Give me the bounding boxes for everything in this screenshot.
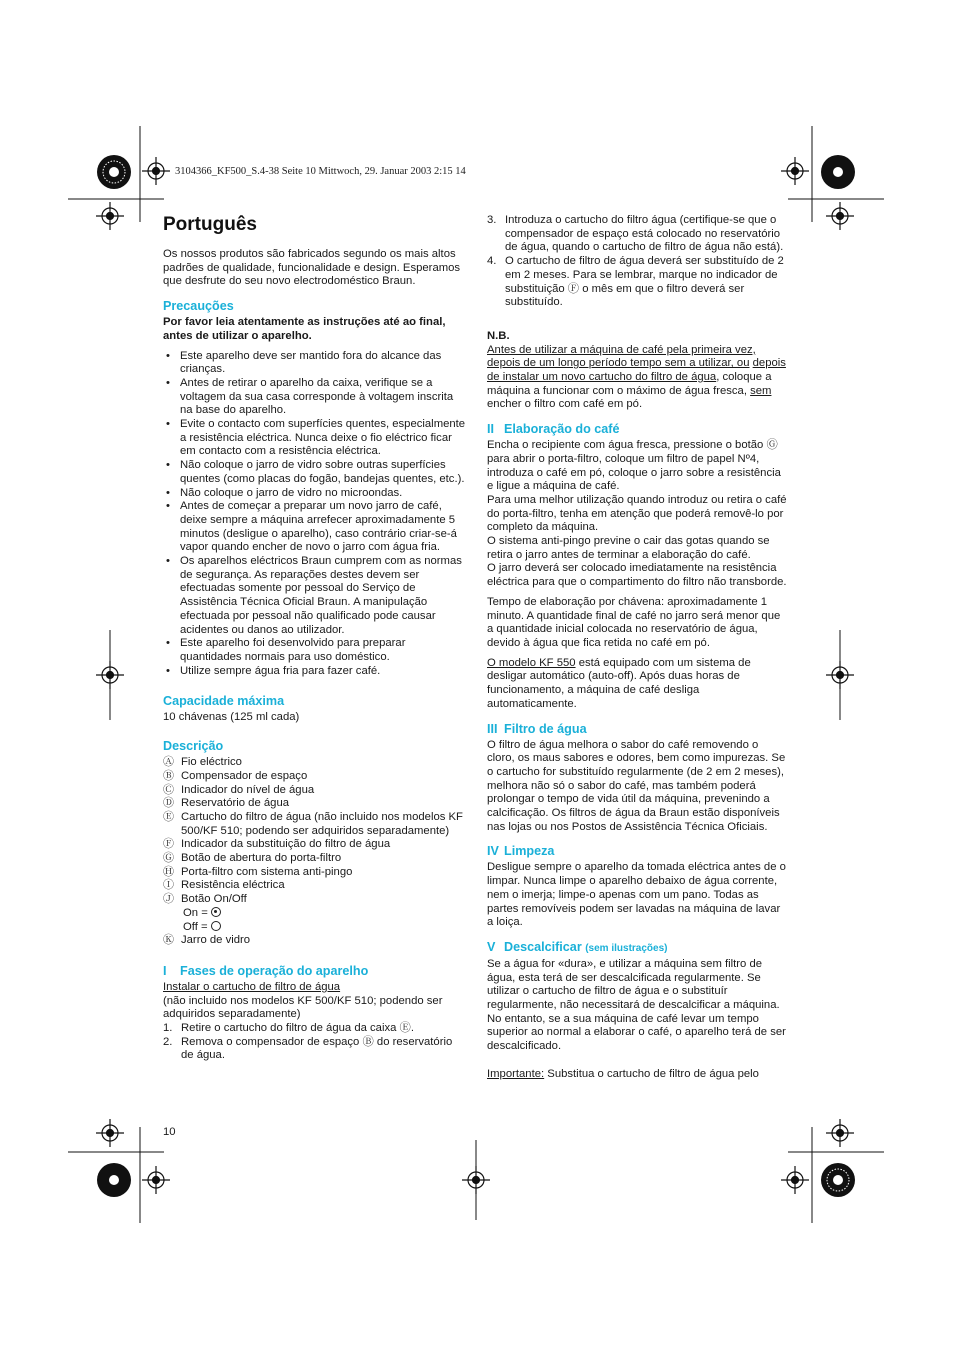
elaboracao-p3: O sistema anti-pingo previne o cair das gotas quando se retira o jarro antes de terminar a elaboração do café.: [487, 535, 770, 561]
list-item: Ⓒ Indicador do nível de água: [163, 783, 315, 796]
list-item: • Antes de retirar o aparelho da caixa, verifique se a voltagem da sua casa corresponde à voltagem inscrita na base do aparelho.: [163, 377, 466, 418]
precaucoes-list: [163, 350, 466, 679]
list-item: • Não coloque o jarro de vidro sobre outras superfícies quentes (como placas do fogão, bandejas quentes, etc.).: [163, 459, 466, 486]
list-item: Ⓑ Compensador de espaço: [163, 769, 308, 782]
nb-text: Antes de utilizar a máquina de café pela primeira vez, depois de um longo período tempo sem a utilizar, ou depois de instalar um novo cartucho do filtro de água, coloque a máquina a funcionar com o máximo de água fresca, sem encher o filtro com café em pó.: [487, 343, 786, 411]
list-item: Ⓗ Porta-filtro com sistema anti-pingo: [163, 865, 353, 878]
list-item: Ⓔ Cartucho do filtro de água (não incluido nos modelos KF 500/KF 510; podendo ser adquiridos separadamente): [163, 810, 463, 837]
filtro-text: O filtro de água melhora o sabor do café removendo o cloro, os maus sabores e odores, bem como impurezas. Se o cartucho for substituído regularmente (de 2 em 2 meses), melhora não só o sabor do café, mas também poderá prolongar o tempo de vida útil da máquina, prevenindo a calcificação. Os filtros de água da Braun estão disponíveis nas lojas ou nos Postos de Assistência Técnica Oficiais.: [487, 738, 786, 833]
heading-limpeza: IV Limpeza: [487, 844, 555, 859]
descricao-list: [163, 756, 466, 907]
page-number: 10: [163, 1126, 176, 1138]
elaboracao-p4: O jarro deverá ser colocado imediatamente na resistência eléctrica para que o compartimento do filtro não transborde.: [487, 562, 787, 589]
list-item: 3. Introduza o cartucho do filtro água (certifique-se que o compensador de espaço está colocado no reservatório de água, quando o cartucho de filtro de água não está).: [487, 214, 784, 254]
right-column: [487, 214, 789, 1082]
list-item: Ⓘ Resistência eléctrica: [163, 879, 285, 892]
list-item: • Este aparelho foi desenvolvido para preparar quantidades normais para uso doméstico.: [163, 637, 466, 664]
on-off-legend: On = Off =: [163, 907, 466, 934]
page-header: 3104366_KF500_S.4-38 Seite 10 Mittwoch, 29. Januar 2003 2:15 14: [175, 166, 466, 177]
fases-subheading: Instalar o cartucho de filtro de água: [163, 980, 341, 993]
list-item: • Os aparelhos eléctricos Braun cumprem com as normas de segurança. As reparações destes devem ser efectuadas somente por pessoal do Serviço de Assistência Técnica Oficial Braun. A manipulação efectuada por pessoal não qualificado pode causar acidentes ou danos ao utilizador.: [163, 555, 466, 637]
elaboracao-p5: Tempo de elaboração por chávena: aproximadamente 1 minuto. A quantidade final de café no jarro será menor que a quantidade inicial colocada no reservatório de água, devido à água que fica retida no café em pó.: [487, 595, 781, 649]
registration-mark-tl: [142, 157, 170, 185]
heading-fases: I Fases de operação do aparelho: [163, 963, 369, 978]
precaucoes-bold: Por favor leia atentamente as instruções até ao final, antes de utilizar o aparelho.: [163, 316, 446, 342]
list-item: Ⓕ Indicador da substituição do filtro de água: [163, 838, 391, 851]
heading-elaboracao: II Elaboração do café: [487, 422, 620, 437]
list-item: Ⓚ Jarro de vidro: [163, 934, 251, 947]
starburst-tl: [97, 155, 131, 189]
elaboracao-p6: O modelo KF 550 está equipado com um sistema de desligar automático (auto-off). Após duas horas de funcionamento, a máquina de café desliga automaticamente.: [487, 656, 751, 710]
fases-note: (não incluido nos modelos KF 500/KF 510; podendo ser adquiridos separadamente): [163, 994, 443, 1021]
list-item: • Utilize sempre água fria para fazer café.: [163, 665, 466, 679]
heading-descricao: Descrição: [163, 739, 224, 754]
fases-steps: [163, 1022, 466, 1063]
heading-precaucoes: Precauções: [163, 299, 234, 314]
off-symbol-icon: [211, 921, 221, 931]
elaboracao-p2: Para uma melhor utilização quando introduz ou retira o café do porta-filtro, tenha em atenção que poderá removê-lo por completo da máquina.: [487, 493, 787, 534]
intro-text: Os nossos produtos são fabricados segundo os mais altos padrões de qualidade, funcionalidade e design. Esperamos que desfrute do seu novo electrodoméstico Braun.: [163, 248, 461, 288]
elaboracao-p1: Encha o recipiente com água fresca, pressione o botão Ⓖ para abrir o porta-filtro, coloque um filtro de papel Nº4, introduza o café em pó, coloque o jarro sobre a resistência e ligue a máquina de café.: [487, 439, 781, 493]
list-item: 4. O cartucho de filtro de água deverá ser substituído de 2 em 2 meses. Para se lembrar, marque no indicador de substituição Ⓕ o mês em que o filtro deverá ser substituído.: [487, 255, 784, 309]
list-item: Ⓓ Reservatório de água: [163, 797, 290, 810]
on-symbol-icon: [211, 907, 221, 917]
heading-descalcificar: V Descalcificar (sem ilustrações): [487, 939, 668, 954]
capacidade-text: 10 chávenas (125 ml cada): [163, 711, 300, 724]
list-item: • Antes de começar a preparar um novo jarro de café, deixe sempre a máquina arrefecer aproximadamente 5 minutos (desligue o aparelho), caso contrário criar-se-á vapor quando encher de novo o jarro com água fria.: [163, 500, 466, 555]
page-title: Português: [163, 214, 257, 235]
descalcificar-text: Se a água for «dura», e utilizar a máquina sem filtro de água, esta terá de ser descalcificada regularmente. Se utilizar o cartucho de filtro de água e o substituír regularmente, não necessitará de descalcificar a máquina. No entanto, se a sua máquina de café levar um tempo superior ao normal a elaborar o café, o aparelho terá de ser descalcificado.: [487, 957, 786, 1053]
list-item: 1. Retire o cartucho do filtro de água da caixa Ⓔ.: [163, 1022, 414, 1035]
list-item: • Não coloque o jarro de vidro no microondas.: [163, 487, 466, 501]
limpeza-text: Desligue sempre o aparelho da tomada eléctrica antes de o limpar. Nunca limpe o aparelho debaixo de água corrente, nem o imerja; limpe-o apenas com um pano. Todas as partes removíveis podem ser lavadas na máquina de lavar a loiça.: [487, 861, 786, 929]
heading-filtro: III Filtro de água: [487, 721, 587, 736]
fases-steps-continued: [487, 214, 789, 310]
list-item: Ⓙ Botão On/Off: [163, 893, 247, 906]
left-column: [163, 214, 466, 1063]
list-item: Ⓐ Fio eléctrico: [163, 756, 242, 769]
list-item: • Evite o contacto com superfícies quentes, especialmente a resistência eléctrica. Nunca deixe o fio eléctrico ficar em contacto com a resistência eléctrica.: [163, 418, 466, 459]
importante-text: Importante: Substitua o cartucho de filtro de água pelo: [487, 1067, 759, 1080]
nb-label: N.B.: [487, 329, 510, 342]
list-item: 2. Remova o compensador de espaço Ⓑ do reservatório de água.: [163, 1035, 453, 1062]
list-item: • Este aparelho deve ser mantido fora do alcance das crianças.: [163, 350, 466, 377]
heading-capacidade: Capacidade máxima: [163, 694, 285, 709]
list-item: Ⓖ Botão de abertura do porta-filtro: [163, 852, 342, 865]
